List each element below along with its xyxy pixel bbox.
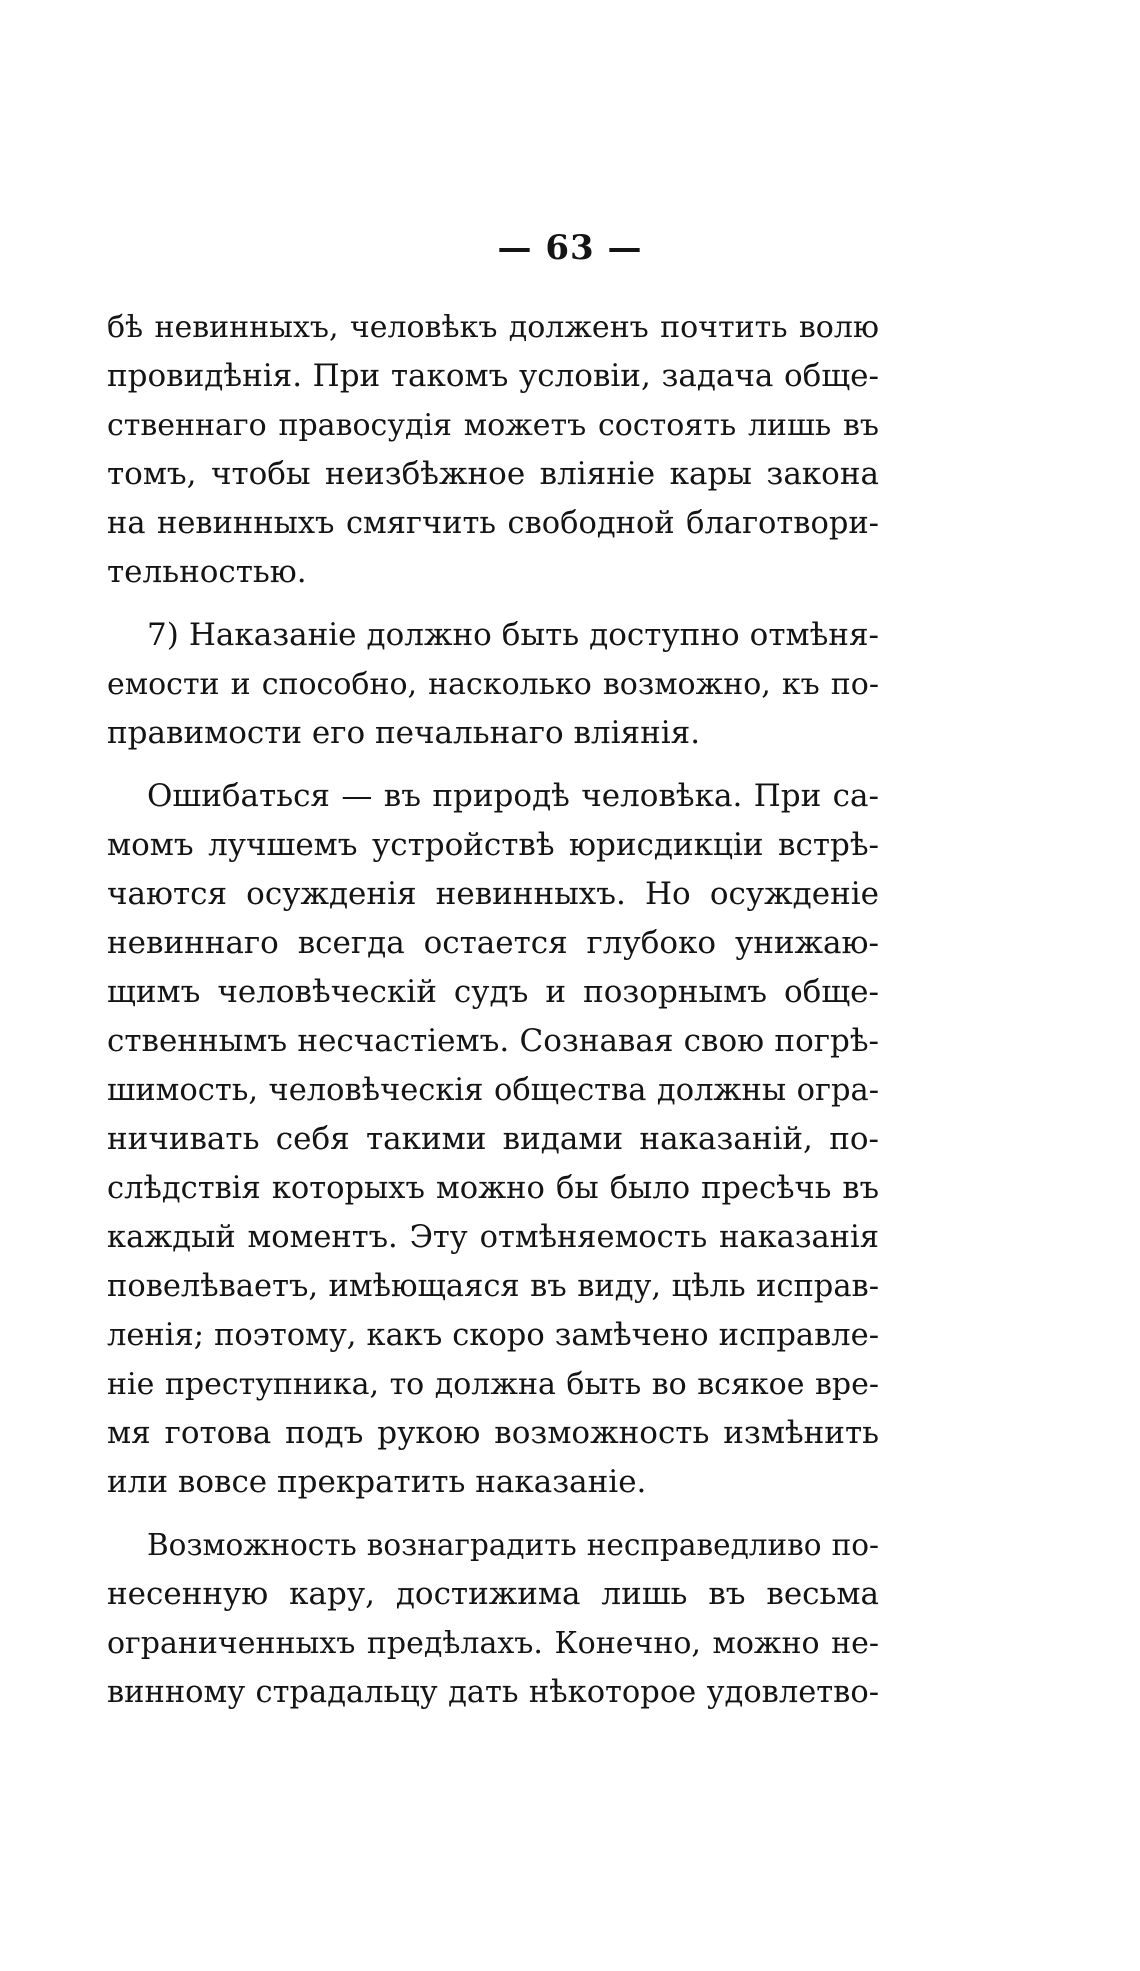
text-line: момъ лучшемъ устройствѣ юрисдикціи встрѣ- [107, 827, 879, 863]
text-line: повелѣваетъ, имѣющаяся въ виду, цѣль исправ- [107, 1269, 879, 1304]
text-line: томъ, чтобы неизбѣжное вліяніе кары закона [107, 456, 879, 492]
paragraph-compensation [107, 1521, 879, 1717]
text-line: невиннаго всегда остается глубоко унижаю- [107, 925, 879, 961]
text-line: слѣдствія которыхъ можно бы было пресѣчь въ [107, 1171, 879, 1206]
page-number: — 63 — [497, 228, 643, 268]
text-line: 7) Наказаніе должно быть доступно отмѣня- [147, 617, 879, 653]
text-line: на невинныхъ смягчить свободной благотвори- [107, 506, 879, 541]
text-line: чаются осужденія невинныхъ. Но осужденіе [107, 876, 879, 912]
text-line: несенную кару, достижима лишь въ весьма [107, 1576, 879, 1612]
text-line: винному страдальцу дать нѣкоторое удовлетво- [107, 1675, 879, 1710]
text-line: ничивать себя такими видами наказаній, по- [107, 1121, 879, 1157]
text-line: Ошибаться — въ природѣ человѣка. При са- [147, 778, 879, 814]
text-line: ственнаго правосудія можетъ состоять лишь въ [107, 408, 879, 443]
text-line: ленія; поэтому, какъ скоро замѣчено исправле- [107, 1318, 879, 1353]
text-line: ніе преступника, то должна быть во всякое вре- [107, 1367, 879, 1402]
body-text [107, 303, 879, 1717]
paragraph-error [107, 772, 879, 1507]
text-line: тельностью. [107, 554, 307, 590]
text-line: емости и способно, насколько возможно, къ по- [107, 667, 879, 702]
text-line: Возможность вознаградить несправедливо по- [147, 1528, 879, 1562]
text-line: мя готова подъ рукою возможность измѣнить [107, 1415, 879, 1451]
text-line: шимость, человѣческія общества должны огра- [107, 1073, 879, 1108]
text-line: каждый моментъ. Эту отмѣняемость наказанія [107, 1220, 879, 1255]
paragraph-principle-7 [107, 611, 879, 758]
text-line: бѣ невинныхъ, человѣкъ долженъ почтить волю [107, 310, 879, 345]
text-line: ограниченныхъ предѣлахъ. Конечно, можно не- [107, 1626, 879, 1661]
paragraph-continuation [107, 303, 879, 597]
text-line: или вовсе прекратить наказаніе. [107, 1464, 647, 1500]
text-line: щимъ человѣческій судъ и позорнымъ обще- [107, 974, 879, 1010]
text-line: правимости его печальнаго вліянія. [107, 715, 701, 751]
text-line: провидѣнія. При такомъ условіи, задача обще- [107, 358, 879, 394]
text-line: ственнымъ несчастіемъ. Сознавая свою погрѣ- [107, 1023, 879, 1059]
